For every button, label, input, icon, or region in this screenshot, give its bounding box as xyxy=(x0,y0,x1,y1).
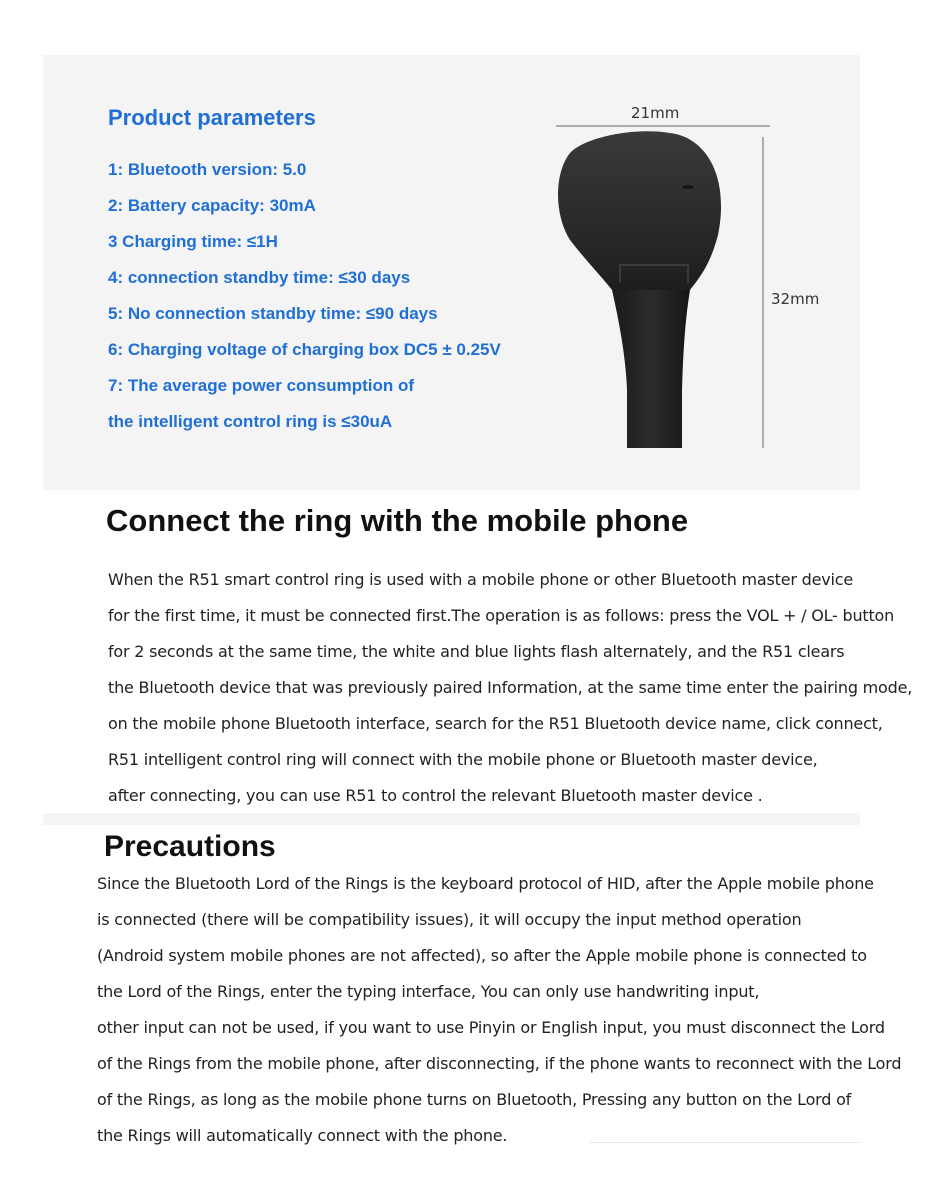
precautions-text-line: other input can not be used, if you want to use Pinyin or English input, you must disconnect the Lord xyxy=(97,1018,885,1037)
precautions-title: Precautions xyxy=(104,830,276,863)
connect-text-line: after connecting, you can use R51 to control the relevant Bluetooth master device . xyxy=(108,786,763,805)
connect-text-line: When the R51 smart control ring is used with a mobile phone or other Bluetooth master device xyxy=(108,570,853,589)
connect-text-line: on the mobile phone Bluetooth interface, search for the R51 Bluetooth device name, click connect, xyxy=(108,714,883,733)
param-connection-standby: 4: connection standby time: ≤30 days xyxy=(108,268,411,287)
precautions-text-line: Since the Bluetooth Lord of the Rings is the keyboard protocol of HID, after the Apple mobile phone xyxy=(97,874,874,893)
param-charging-voltage: 6: Charging voltage of charging box DC5 ± 0.25V xyxy=(108,340,501,359)
connect-text-line: R51 intelligent control ring will connect with the mobile phone or Bluetooth master device, xyxy=(108,750,818,769)
height-dimension-label: 32mm xyxy=(771,290,820,308)
param-charging-time: 3 Charging time: ≤1H xyxy=(108,232,278,251)
ring-button-dot xyxy=(682,185,694,189)
precautions-text-line: the Lord of the Rings, enter the typing interface, You can only use handwriting input, xyxy=(97,982,760,1001)
precautions-text-line: the Rings will automatically connect with the phone. xyxy=(97,1126,508,1145)
precautions-text-line: is connected (there will be compatibility issues), it will occupy the input method operation xyxy=(97,910,802,929)
ring-product-illustration xyxy=(540,115,780,460)
precautions-text-line: (Android system mobile phones are not affected), so after the Apple mobile phone is connected to xyxy=(97,946,867,965)
bottom-divider xyxy=(590,1142,860,1143)
precautions-text-line: of the Rings, as long as the mobile phone turns on Bluetooth, Pressing any button on the Lord of xyxy=(97,1090,852,1109)
width-dimension-label: 21mm xyxy=(631,104,680,122)
ring-head xyxy=(558,131,721,290)
precautions-text-line: of the Rings from the mobile phone, after disconnecting, if the phone wants to reconnect with the Lord xyxy=(97,1054,902,1073)
ring-band xyxy=(612,290,690,448)
param-power-consumption-2: the intelligent control ring is ≤30uA xyxy=(108,412,393,431)
param-bluetooth-version: 1: Bluetooth version: 5.0 xyxy=(108,160,307,179)
connect-text-line: the Bluetooth device that was previously paired Information, at the same time enter the pairing mode, xyxy=(108,678,913,697)
connect-section-title: Connect the ring with the mobile phone xyxy=(106,503,689,538)
product-parameters-title: Product parameters xyxy=(108,105,316,130)
param-battery-capacity: 2: Battery capacity: 30mA xyxy=(108,196,316,215)
section-divider-band xyxy=(43,813,860,825)
param-power-consumption-1: 7: The average power consumption of xyxy=(108,376,415,395)
param-no-connection-standby: 5: No connection standby time: ≤90 days xyxy=(108,304,438,323)
connect-text-line: for 2 seconds at the same time, the white and blue lights flash alternately, and the R51 clears xyxy=(108,642,845,661)
connect-text-line: for the first time, it must be connected first.The operation is as follows: press the VOL + / OL- button xyxy=(108,606,895,625)
